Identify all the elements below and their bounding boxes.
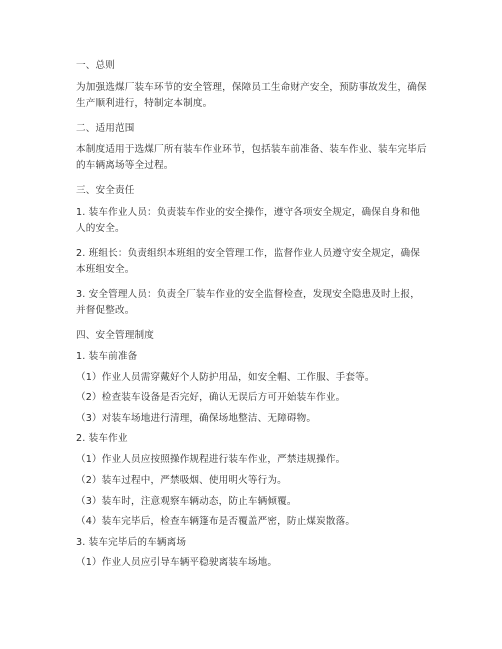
- list-item: （3）对装车场地进行清理，确保场地整洁、无障碍物。: [76, 413, 317, 424]
- paragraph-line: 为加强选煤厂装车环节的安全管理，保障员工生命财产安全，预防事故发生，确保: [76, 82, 427, 93]
- section-heading-general: 一、总则: [76, 60, 115, 71]
- subsection-heading: 2. 装车作业: [76, 433, 128, 444]
- paragraph-line: 本制度适用于选煤厂所有装车作业环节，包括装车前准备、装车作业、装车完毕后: [76, 144, 427, 155]
- paragraph-line: 1. 装车作业人员：负责装车作业的安全操作，遵守各项安全规定，确保自身和他: [76, 207, 420, 218]
- paragraph-line: 2. 班组长：负责组织本班组的安全管理工作，监督作业人员遵守安全规定，确保: [76, 248, 420, 259]
- paragraph-line: 人的安全。: [76, 223, 125, 234]
- list-item: （2）装车过程中，严禁吸烟、使用明火等行为。: [76, 475, 287, 486]
- list-item: （1）作业人员应引导车辆平稳驶离装车场地。: [76, 557, 278, 568]
- subsection-heading: 1. 装车前准备: [76, 351, 138, 362]
- list-item: （2）检查装车设备是否完好，确认无误后方可开始装车作业。: [76, 392, 346, 403]
- paragraph-line: 3. 安全管理人员：负责全厂装车作业的安全监督检查，发现安全隐患及时上报，: [76, 289, 420, 300]
- subsection-heading: 3. 装车完毕后的车辆离场: [76, 537, 187, 548]
- paragraph-line: 并督促整改。: [76, 305, 135, 316]
- paragraph-line: 的车辆离场等全过程。: [76, 160, 174, 171]
- section-heading-scope: 二、适用范围: [76, 123, 135, 134]
- paragraph-line: 生产顺利进行，特制定本制度。: [76, 98, 213, 109]
- list-item: （1）作业人员应按照操作规程进行装车作业，严禁违规操作。: [76, 454, 346, 465]
- list-item: （3）装车时，注意观察车辆动态，防止车辆倾覆。: [76, 496, 297, 507]
- list-item: （4）装车完毕后，检查车辆篷布是否覆盖严密，防止煤炭散落。: [76, 516, 356, 527]
- section-heading-rules: 四、安全管理制度: [76, 330, 154, 341]
- list-item: （1）作业人员需穿戴好个人防护用品，如安全帽、工作服、手套等。: [76, 372, 375, 383]
- paragraph-line: 本班组安全。: [76, 264, 135, 275]
- section-heading-responsibility: 三、安全责任: [76, 185, 135, 196]
